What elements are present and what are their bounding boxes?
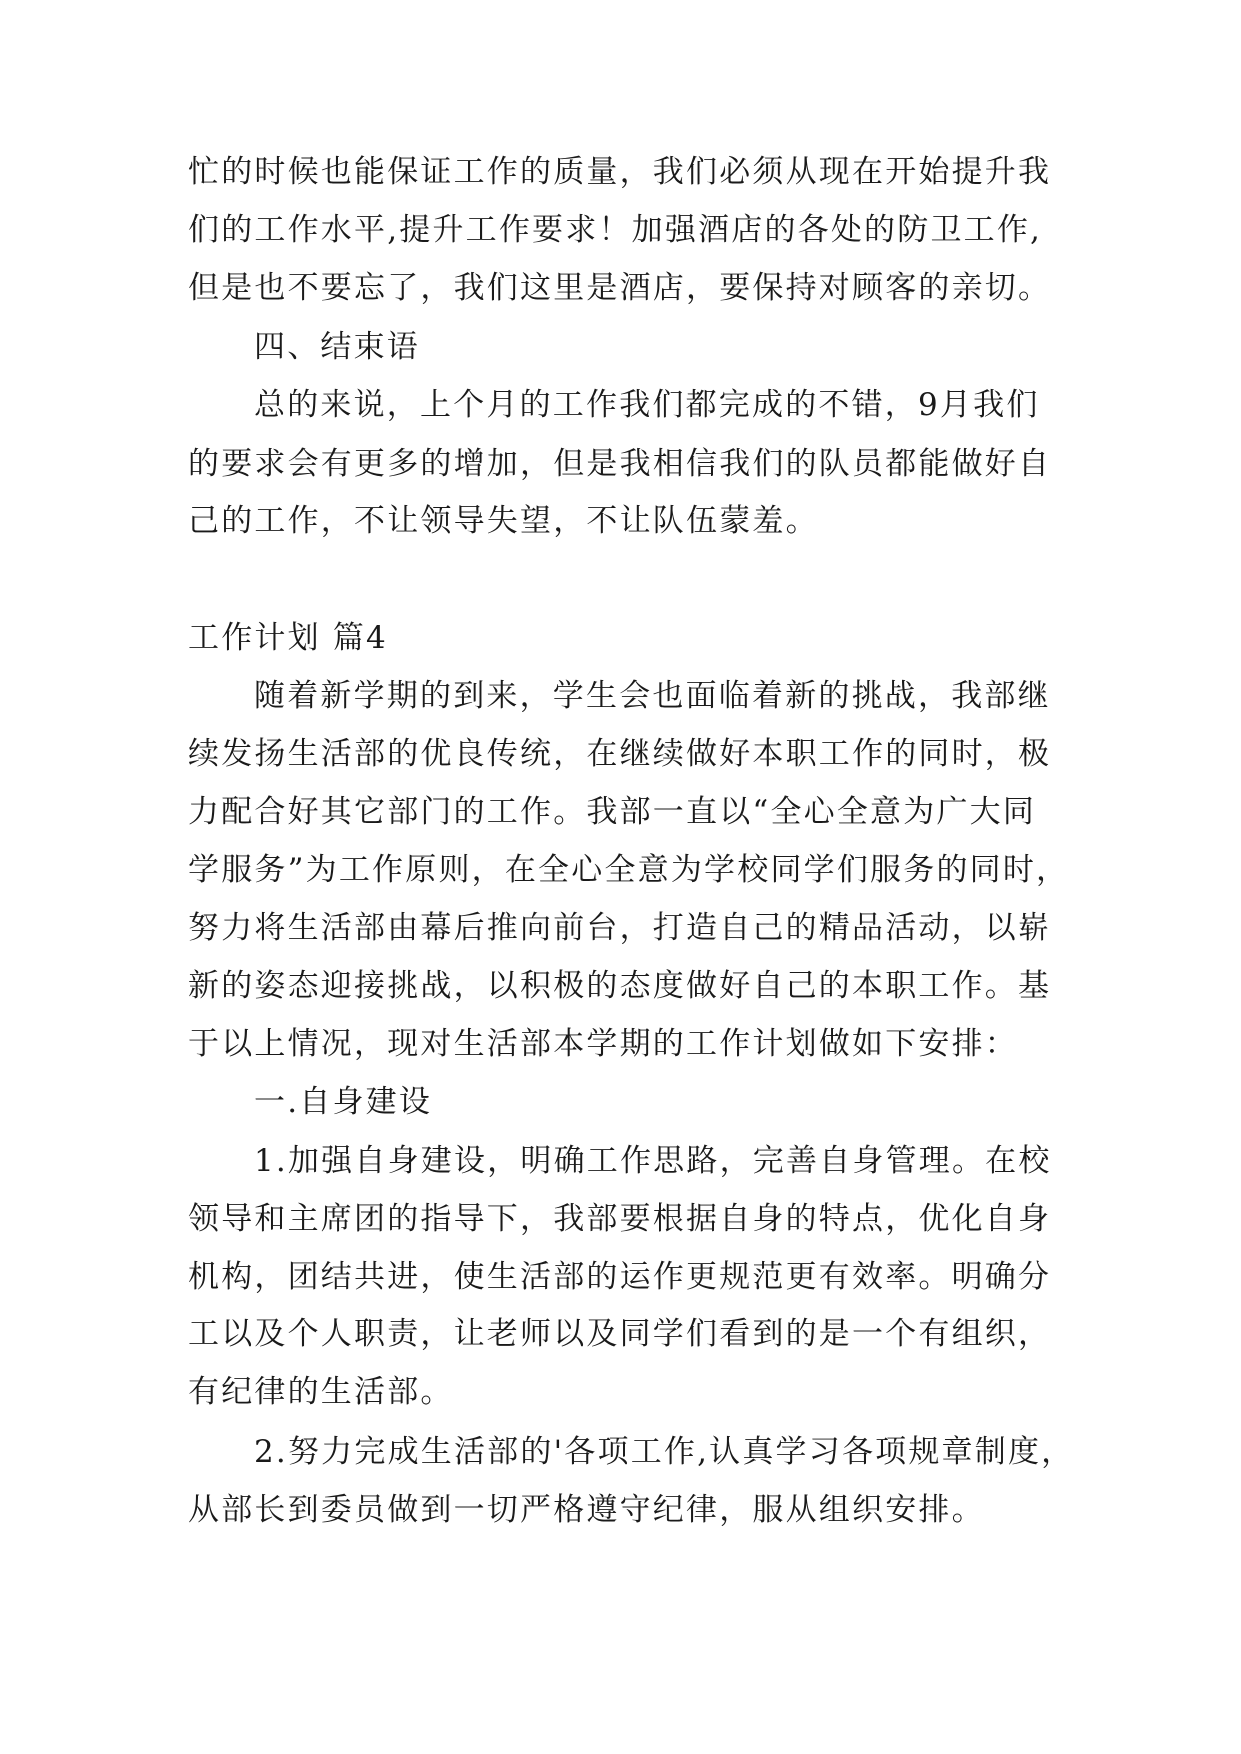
paragraph-line: 领导和主席团的指导下，我部要根据自身的特点，优化自身 bbox=[188, 1201, 1052, 1237]
paragraph-line: 于以上情况，现对生活部本学期的工作计划做如下安排： bbox=[188, 1026, 1018, 1062]
paragraph-line: 新的姿态迎接挑战，以积极的态度做好自己的本职工作。基 bbox=[188, 968, 1052, 1004]
paragraph-line: 2.努力完成生活部的'各项工作,认真学习各项规章制度， bbox=[254, 1434, 1075, 1470]
paragraph-line: 己的工作，不让领导失望，不让队伍蒙羞。 bbox=[188, 503, 819, 539]
section-heading: 一.自身建设 bbox=[254, 1084, 433, 1120]
paragraph-line: 随着新学期的到来，学生会也面临着新的挑战，我部继 bbox=[254, 678, 1051, 714]
section-heading: 四、结束语 bbox=[254, 329, 420, 365]
paragraph-line: 总的来说，上个月的工作我们都完成的不错，9月我们 bbox=[254, 387, 1040, 423]
article-title: 工作计划 篇4 bbox=[188, 620, 388, 656]
paragraph-line: 机构，团结共进，使生活部的运作更规范更有效率。明确分 bbox=[188, 1259, 1052, 1295]
paragraph-line: 从部长到委员做到一切严格遵守纪律，服从组织安排。 bbox=[188, 1492, 985, 1528]
paragraph-line: 力配合好其它部门的工作。我部一直以“全心全意为广大同 bbox=[188, 794, 1037, 830]
paragraph-line: 有纪律的生活部。 bbox=[188, 1374, 454, 1410]
paragraph-line: 工以及个人职责，让老师以及同学们看到的是一个有组织， bbox=[188, 1316, 1052, 1352]
paragraph-line: 的要求会有更多的增加，但是我相信我们的队员都能做好自 bbox=[188, 446, 1052, 482]
paragraph-line: 学服务”为工作原则，在全心全意为学校同学们服务的同时， bbox=[188, 852, 1070, 888]
paragraph-line: 们的工作水平,提升工作要求！加强酒店的各处的防卫工作, bbox=[188, 212, 1043, 248]
paragraph-line: 1.加强自身建设，明确工作思路，完善自身管理。在校 bbox=[254, 1143, 1052, 1179]
paragraph-line: 续发扬生活部的优良传统，在继续做好本职工作的同时，极 bbox=[188, 736, 1052, 772]
paragraph-line: 但是也不要忘了，我们这里是酒店，要保持对顾客的亲切。 bbox=[188, 270, 1052, 306]
paragraph-line: 努力将生活部由幕后推向前台，打造自己的精品活动，以崭 bbox=[188, 910, 1052, 946]
paragraph-line: 忙的时候也能保证工作的质量，我们必须从现在开始提升我 bbox=[188, 154, 1052, 190]
